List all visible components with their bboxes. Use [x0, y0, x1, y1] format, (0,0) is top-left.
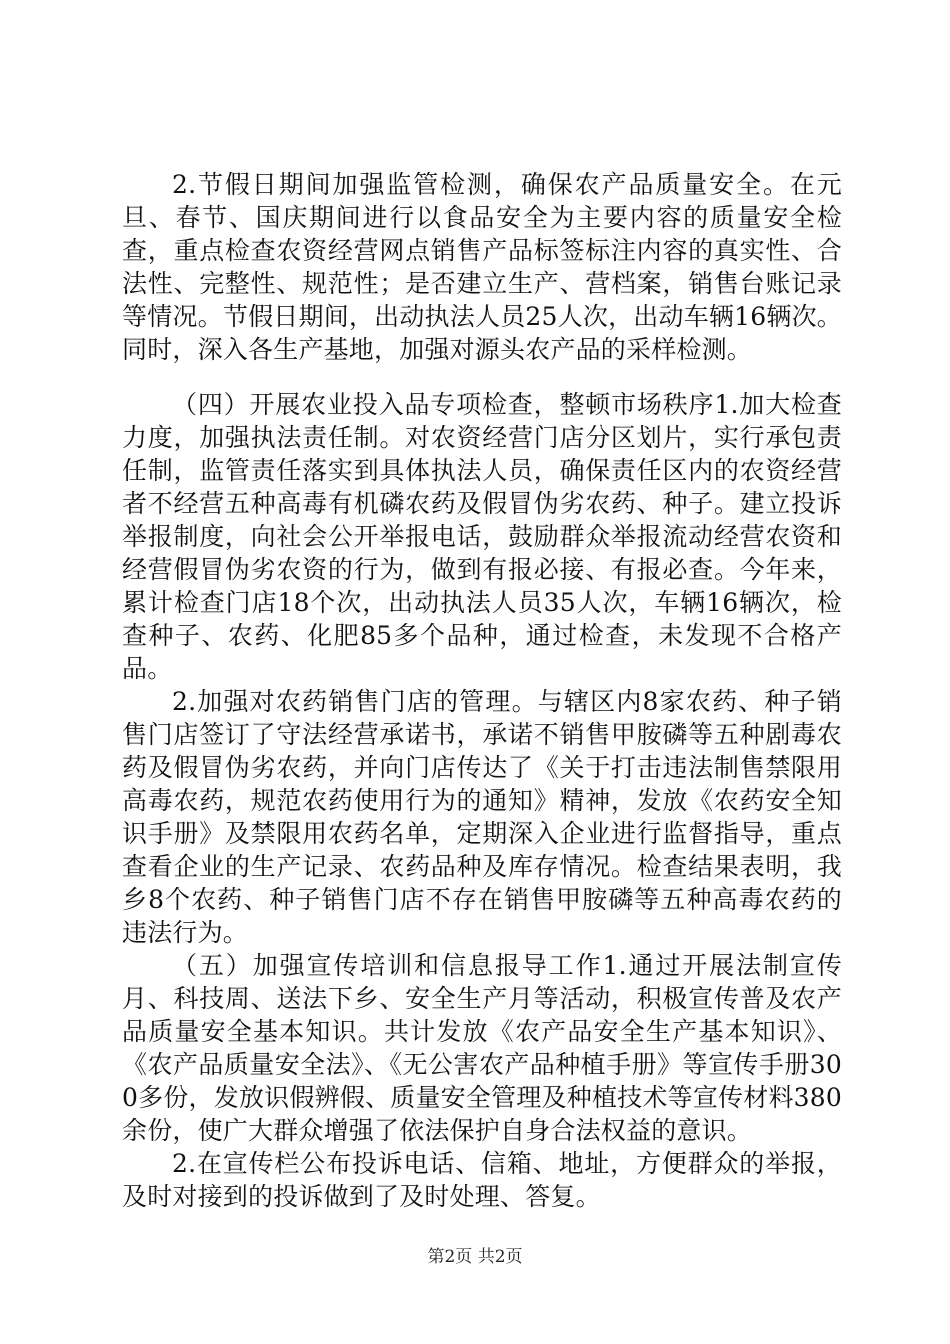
paragraph-section-five: （五）加强宣传培训和信息报导工作1.通过开展法制宣传月、科技周、送法下乡、安全生产月等活动，积极宣传普及农产品质量安全基本知识。共计发放《农产品安全生产基本知识》、《农产品质量安全法》、《无公害农产品种植手册》等宣传手册300多份，发放识假辨假、质量安全管理及种植技术等宣传材料380余份，使广大群众增强了依法保护自身合法权益的意识。 — [122, 951, 842, 1145]
paragraph-holiday-inspection: 2.节假日期间加强监管检测，确保农产品质量安全。在元旦、春节、国庆期间进行以食品安全为主要内容的质量安全检查，重点检查农资经营网点销售产品标签标注内容的真实性、合法性、完整性、规范性；是否建立生产、营档案，销售台账记录等情况。节假日期间，出动执法人员25人次，出动车辆16辆次。同时，深入各生产基地，加强对源头农产品的采样检测。 — [122, 170, 842, 364]
page-number-footer: 第2页 共2页 — [427, 1247, 523, 1267]
paragraph-section-four: （四）开展农业投入品专项检查，整顿市场秩序1.加大检查力度，加强执法责任制。对农资经营门店分区划片，实行承包责任制，监管责任落实到具体执法人员，确保责任区内的农资经营者不经营五种高毒有机磷农药及假冒伪劣农药、种子。建立投诉举报制度，向社会公开举报电话，鼓励群众举报流动经营农资和经营假冒伪劣农资的行为，做到有报必接、有报必查。今年来，累计检查门店18个次，出动执法人员35人次，车辆16辆次，检查种子、农药、化肥85多个品种，通过检查，未发现不合格产品。 — [122, 390, 842, 683]
paragraph-complaints: 2.在宣传栏公布投诉电话、信箱、地址，方便群众的举报，及时对接到的投诉做到了及时处理、答复。 — [122, 1149, 842, 1211]
document-body — [122, 168, 842, 1213]
paragraph-pesticide-stores: 2.加强对农药销售门店的管理。与辖区内8家农药、种子销售门店签订了守法经营承诺书，承诺不销售甲胺磷等五种剧毒农药及假冒伪劣农药，并向门店传达了《关于打击违法制售禁限用高毒农药，规范农药使用行为的通知》精神，发放《农药安全知识手册》及禁限用农药名单，定期深入企业进行监督指导，重点查看企业的生产记录、农药品种及库存情况。检查结果表明，我乡8个农药、种子销售门店不存在销售甲胺磷等五种高毒农药的违法行为。 — [122, 687, 842, 947]
